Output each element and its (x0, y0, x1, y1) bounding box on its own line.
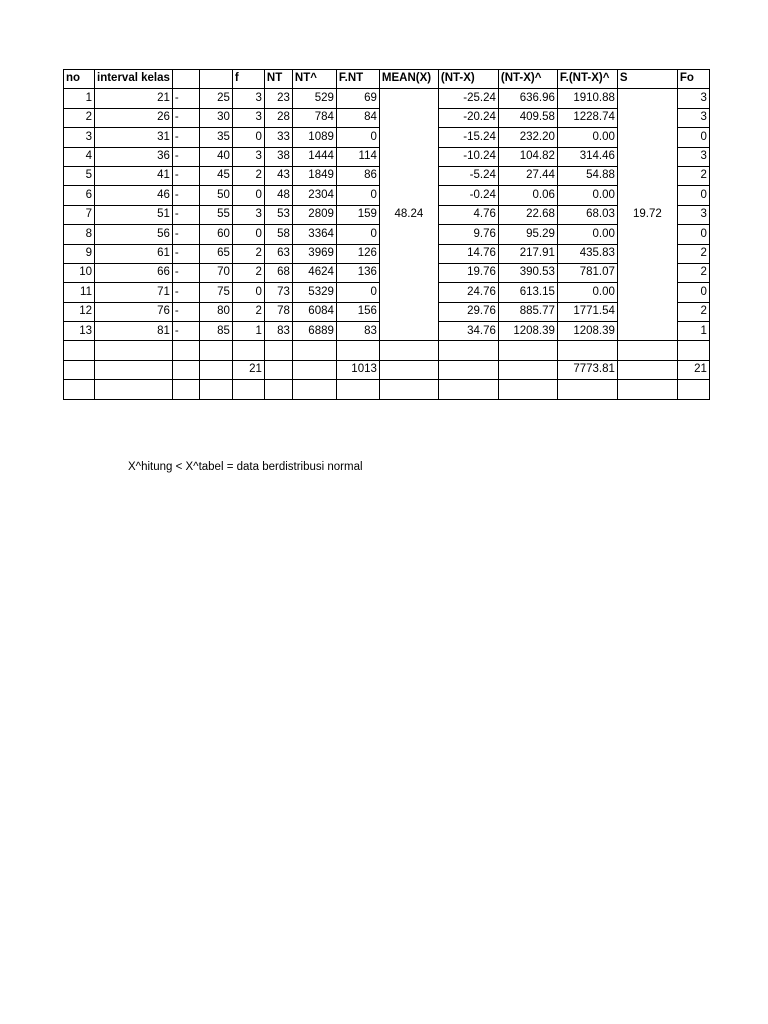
frequency-table (63, 69, 710, 400)
cell-ntx2: 613.15 (498, 283, 557, 302)
cell-nt2: 784 (292, 108, 336, 127)
header-interval-hi (199, 70, 232, 89)
empty-cell (292, 341, 336, 360)
cell-f: 0 (232, 225, 264, 244)
cell-fntx2: 1208.39 (557, 322, 617, 341)
cell-fnt: 0 (336, 186, 379, 205)
cell-no: 9 (64, 244, 95, 263)
header-f-nt: F.NT (336, 70, 379, 89)
cell-fo: 1 (677, 322, 709, 341)
cell-lo: 81 (95, 322, 173, 341)
cell-dash: - (172, 166, 199, 185)
cell-fo: 2 (677, 166, 709, 185)
cell-fntx2: 0.00 (557, 283, 617, 302)
cell-lo: 46 (95, 186, 173, 205)
cell-nt2: 6084 (292, 302, 336, 321)
empty-cell (379, 380, 438, 399)
blank-row (64, 341, 710, 360)
cell-dash: - (172, 263, 199, 282)
header-s: S (617, 70, 677, 89)
header-nt-minus-x: (NT-X) (438, 70, 498, 89)
empty-cell (64, 341, 95, 360)
cell-f: 0 (232, 128, 264, 147)
cell-fntx2: 0.00 (557, 186, 617, 205)
cell-nt: 53 (264, 205, 292, 224)
empty-cell (264, 380, 292, 399)
cell-hi: 80 (199, 302, 232, 321)
mean-value-cell: 48.24 (379, 89, 438, 341)
cell-ntx2: 22.68 (498, 205, 557, 224)
empty-cell (172, 360, 199, 379)
cell-no: 3 (64, 128, 95, 147)
empty-cell (557, 341, 617, 360)
cell-fo: 0 (677, 283, 709, 302)
cell-fntx2: 0.00 (557, 128, 617, 147)
cell-fnt: 114 (336, 147, 379, 166)
cell-ntx2: 232.20 (498, 128, 557, 147)
header-no: no (64, 70, 95, 89)
cell-f: 0 (232, 186, 264, 205)
cell-fnt: 83 (336, 322, 379, 341)
cell-nt: 28 (264, 108, 292, 127)
cell-f: 3 (232, 147, 264, 166)
total-f-cell: 21 (232, 360, 264, 379)
cell-lo: 41 (95, 166, 173, 185)
cell-nt2: 529 (292, 89, 336, 108)
empty-cell (379, 341, 438, 360)
header-fo: Fo (677, 70, 709, 89)
empty-cell (292, 380, 336, 399)
cell-ntx2: 217.91 (498, 244, 557, 263)
empty-cell (172, 380, 199, 399)
cell-ntx: -20.24 (438, 108, 498, 127)
cell-ntx: 4.76 (438, 205, 498, 224)
cell-ntx: -15.24 (438, 128, 498, 147)
cell-no: 8 (64, 225, 95, 244)
cell-f: 0 (232, 283, 264, 302)
cell-ntx2: 636.96 (498, 89, 557, 108)
cell-f: 2 (232, 244, 264, 263)
cell-fo: 2 (677, 263, 709, 282)
cell-fo: 2 (677, 302, 709, 321)
header-f-nt-minus-x-squared: F.(NT-X)^ (557, 70, 617, 89)
cell-nt: 33 (264, 128, 292, 147)
empty-cell (199, 360, 232, 379)
cell-no: 6 (64, 186, 95, 205)
empty-cell (232, 380, 264, 399)
cell-f: 2 (232, 263, 264, 282)
header-nt-squared: NT^ (292, 70, 336, 89)
cell-nt2: 2809 (292, 205, 336, 224)
cell-nt2: 1849 (292, 166, 336, 185)
cell-nt: 48 (264, 186, 292, 205)
empty-cell (617, 380, 677, 399)
cell-ntx2: 390.53 (498, 263, 557, 282)
cell-f: 2 (232, 302, 264, 321)
cell-nt: 83 (264, 322, 292, 341)
cell-no: 10 (64, 263, 95, 282)
empty-cell (95, 380, 173, 399)
cell-fnt: 0 (336, 128, 379, 147)
cell-no: 4 (64, 147, 95, 166)
header-interval-dash (172, 70, 199, 89)
std-dev-value-cell: 19.72 (617, 89, 677, 341)
cell-hi: 50 (199, 186, 232, 205)
cell-fnt: 86 (336, 166, 379, 185)
empty-cell (264, 360, 292, 379)
cell-ntx: 19.76 (438, 263, 498, 282)
empty-cell (336, 341, 379, 360)
cell-dash: - (172, 128, 199, 147)
empty-cell (677, 380, 709, 399)
cell-no: 12 (64, 302, 95, 321)
cell-fo: 3 (677, 108, 709, 127)
empty-cell (438, 360, 498, 379)
cell-hi: 75 (199, 283, 232, 302)
cell-nt: 73 (264, 283, 292, 302)
cell-lo: 26 (95, 108, 173, 127)
cell-nt: 68 (264, 263, 292, 282)
total-fo-cell: 21 (677, 360, 709, 379)
empty-cell (95, 360, 173, 379)
cell-fnt: 0 (336, 283, 379, 302)
header-interval-kelas: interval kelas (95, 70, 173, 89)
cell-hi: 30 (199, 108, 232, 127)
cell-nt: 43 (264, 166, 292, 185)
cell-ntx: 9.76 (438, 225, 498, 244)
empty-cell (64, 380, 95, 399)
cell-f: 3 (232, 205, 264, 224)
cell-fnt: 69 (336, 89, 379, 108)
cell-fnt: 0 (336, 225, 379, 244)
empty-cell (95, 341, 173, 360)
cell-dash: - (172, 322, 199, 341)
cell-lo: 56 (95, 225, 173, 244)
cell-lo: 71 (95, 283, 173, 302)
cell-dash: - (172, 283, 199, 302)
empty-cell (498, 380, 557, 399)
blank-row (64, 380, 710, 399)
cell-fo: 0 (677, 128, 709, 147)
cell-fnt: 126 (336, 244, 379, 263)
cell-fntx2: 781.07 (557, 263, 617, 282)
table-row (64, 89, 710, 108)
cell-ntx: -5.24 (438, 166, 498, 185)
cell-ntx: -0.24 (438, 186, 498, 205)
cell-nt2: 6889 (292, 322, 336, 341)
empty-cell (172, 341, 199, 360)
cell-hi: 45 (199, 166, 232, 185)
cell-hi: 70 (199, 263, 232, 282)
cell-f: 1 (232, 322, 264, 341)
cell-ntx: -10.24 (438, 147, 498, 166)
empty-cell (64, 360, 95, 379)
cell-lo: 31 (95, 128, 173, 147)
cell-nt2: 3364 (292, 225, 336, 244)
cell-ntx: 24.76 (438, 283, 498, 302)
cell-fo: 0 (677, 225, 709, 244)
empty-cell (232, 341, 264, 360)
cell-nt2: 1089 (292, 128, 336, 147)
cell-no: 13 (64, 322, 95, 341)
cell-dash: - (172, 244, 199, 263)
header-nt: NT (264, 70, 292, 89)
cell-hi: 65 (199, 244, 232, 263)
cell-fntx2: 1771.54 (557, 302, 617, 321)
empty-cell (617, 360, 677, 379)
empty-cell (438, 341, 498, 360)
cell-fnt: 156 (336, 302, 379, 321)
header-nt-minus-x-squared: (NT-X)^ (498, 70, 557, 89)
cell-fo: 2 (677, 244, 709, 263)
cell-fntx2: 1228.74 (557, 108, 617, 127)
empty-cell (617, 341, 677, 360)
cell-ntx2: 0.06 (498, 186, 557, 205)
totals-row (64, 360, 710, 379)
cell-fntx2: 314.46 (557, 147, 617, 166)
cell-nt2: 1444 (292, 147, 336, 166)
cell-dash: - (172, 108, 199, 127)
cell-no: 1 (64, 89, 95, 108)
cell-lo: 21 (95, 89, 173, 108)
empty-cell (199, 380, 232, 399)
cell-ntx2: 1208.39 (498, 322, 557, 341)
cell-nt: 63 (264, 244, 292, 263)
cell-hi: 35 (199, 128, 232, 147)
empty-cell (379, 360, 438, 379)
empty-cell (438, 380, 498, 399)
cell-dash: - (172, 302, 199, 321)
cell-nt2: 3969 (292, 244, 336, 263)
cell-fo: 3 (677, 205, 709, 224)
cell-fntx2: 1910.88 (557, 89, 617, 108)
cell-no: 5 (64, 166, 95, 185)
cell-ntx2: 95.29 (498, 225, 557, 244)
header-mean: MEAN(X) (379, 70, 438, 89)
cell-ntx: 29.76 (438, 302, 498, 321)
cell-fnt: 84 (336, 108, 379, 127)
cell-ntx2: 27.44 (498, 166, 557, 185)
cell-hi: 85 (199, 322, 232, 341)
cell-f: 3 (232, 89, 264, 108)
cell-nt: 78 (264, 302, 292, 321)
cell-fntx2: 0.00 (557, 225, 617, 244)
cell-nt: 23 (264, 89, 292, 108)
cell-dash: - (172, 89, 199, 108)
total-fnt-cell: 1013 (336, 360, 379, 379)
cell-no: 7 (64, 205, 95, 224)
total-fntx2-cell: 7773.81 (557, 360, 617, 379)
empty-cell (498, 360, 557, 379)
header-row (64, 70, 710, 89)
cell-ntx: 34.76 (438, 322, 498, 341)
cell-fntx2: 68.03 (557, 205, 617, 224)
cell-ntx: -25.24 (438, 89, 498, 108)
cell-hi: 60 (199, 225, 232, 244)
cell-ntx: 14.76 (438, 244, 498, 263)
cell-nt: 38 (264, 147, 292, 166)
cell-dash: - (172, 186, 199, 205)
cell-dash: - (172, 225, 199, 244)
empty-cell (677, 341, 709, 360)
empty-cell (292, 360, 336, 379)
cell-fo: 0 (677, 186, 709, 205)
cell-f: 2 (232, 166, 264, 185)
cell-nt2: 2304 (292, 186, 336, 205)
cell-dash: - (172, 205, 199, 224)
normality-conclusion-note: X^hitung < X^tabel = data berdistribusi normal (128, 461, 363, 473)
cell-nt2: 4624 (292, 263, 336, 282)
cell-fntx2: 435.83 (557, 244, 617, 263)
cell-hi: 25 (199, 89, 232, 108)
cell-ntx2: 885.77 (498, 302, 557, 321)
cell-hi: 55 (199, 205, 232, 224)
cell-nt: 58 (264, 225, 292, 244)
header-f: f (232, 70, 264, 89)
cell-lo: 66 (95, 263, 173, 282)
empty-cell (557, 380, 617, 399)
cell-fo: 3 (677, 89, 709, 108)
cell-fnt: 136 (336, 263, 379, 282)
cell-lo: 61 (95, 244, 173, 263)
empty-cell (199, 341, 232, 360)
cell-dash: - (172, 147, 199, 166)
cell-lo: 51 (95, 205, 173, 224)
cell-ntx2: 409.58 (498, 108, 557, 127)
cell-fntx2: 54.88 (557, 166, 617, 185)
cell-lo: 36 (95, 147, 173, 166)
cell-no: 11 (64, 283, 95, 302)
cell-f: 3 (232, 108, 264, 127)
empty-cell (264, 341, 292, 360)
cell-lo: 76 (95, 302, 173, 321)
cell-ntx2: 104.82 (498, 147, 557, 166)
cell-hi: 40 (199, 147, 232, 166)
cell-no: 2 (64, 108, 95, 127)
empty-cell (498, 341, 557, 360)
cell-nt2: 5329 (292, 283, 336, 302)
cell-fnt: 159 (336, 205, 379, 224)
empty-cell (336, 380, 379, 399)
cell-fo: 3 (677, 147, 709, 166)
